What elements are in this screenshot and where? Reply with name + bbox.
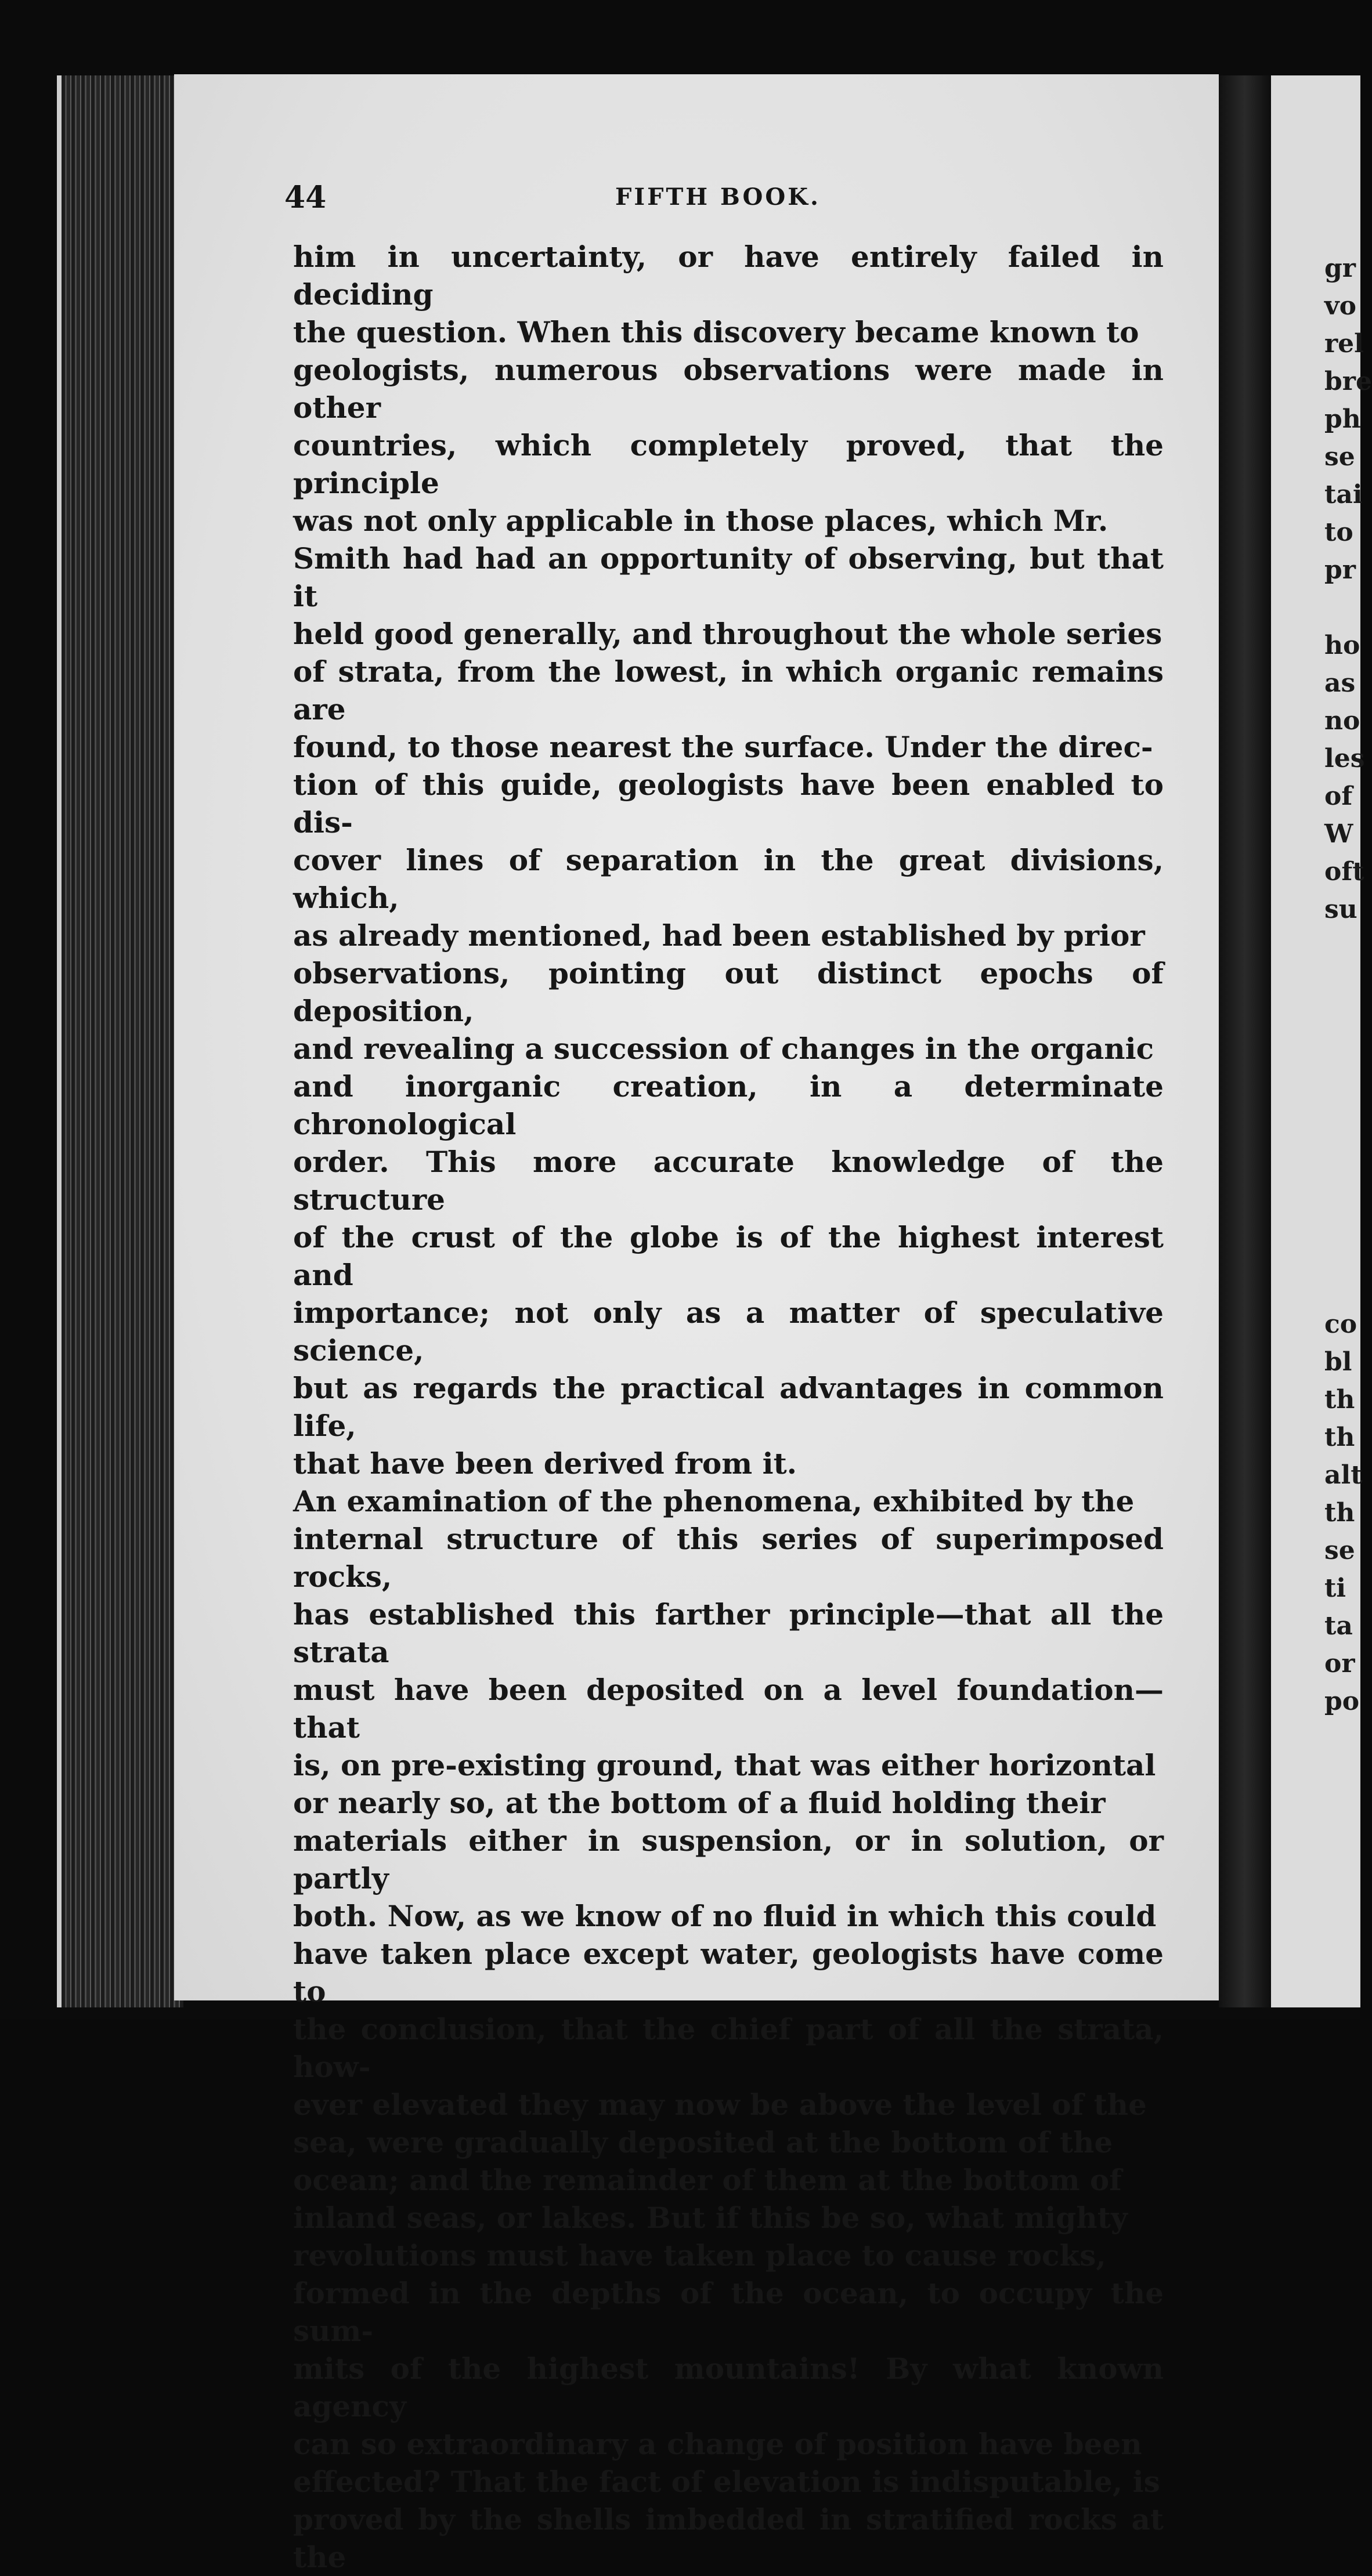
facing-line: W xyxy=(1324,819,1353,849)
book-title: FIFTH BOOK. xyxy=(615,183,821,211)
facing-line: se xyxy=(1324,1536,1355,1565)
facing-line: su xyxy=(1324,895,1357,924)
facing-line: no xyxy=(1324,706,1360,736)
facing-line: oft xyxy=(1324,857,1364,887)
facing-line: vo xyxy=(1324,291,1356,321)
facing-line: po xyxy=(1324,1687,1360,1716)
facing-line: to xyxy=(1324,518,1353,547)
facing-gap xyxy=(1324,1117,1360,1155)
facing-line: ta xyxy=(1324,1611,1353,1641)
facing-line: co xyxy=(1324,1309,1357,1339)
facing-gap xyxy=(1324,1192,1360,1230)
facing-line: bl xyxy=(1324,1347,1352,1377)
page-number: 44 xyxy=(284,180,327,215)
facing-line: th xyxy=(1324,1498,1355,1528)
facing-line: bre xyxy=(1324,367,1372,396)
facing-gap xyxy=(1324,1230,1360,1268)
facing-gap xyxy=(1324,1268,1360,1305)
facing-line: th xyxy=(1324,1385,1355,1414)
facing-line: alt xyxy=(1324,1460,1363,1490)
facing-line: tai xyxy=(1324,480,1363,509)
facing-gap xyxy=(1324,1079,1360,1117)
facing-gap xyxy=(1324,1041,1360,1079)
book-gutter xyxy=(1219,75,1271,2007)
facing-gap xyxy=(1324,589,1360,627)
facing-line: of xyxy=(1324,782,1353,811)
running-head xyxy=(284,180,1155,226)
facing-gap xyxy=(1324,966,1360,1004)
facing-line: ho xyxy=(1324,631,1360,660)
facing-line: pr xyxy=(1324,555,1356,585)
facing-line: se xyxy=(1324,442,1355,472)
facing-line: as xyxy=(1324,668,1356,698)
body-text xyxy=(293,238,1164,2576)
facing-gap xyxy=(1324,928,1360,966)
facing-line: or xyxy=(1324,1649,1355,1678)
paragraph: him in uncertainty, or have entirely failed in deciding the question. When this discovery became known to geologists, numerous observations were made in other countries, which completely proved, that the principle was not only applicable in those places, which Mr. Smith had had an opportunity of observing, but that it held good generally, and throughout the whole series of strata, from the lowest, in which organic remains are found, to those nearest the surface. Under the direc- tion of this guide, geologists have been enabled to dis- cover lines of separation in the great divisions, which, as already mentioned, had been established by prior observations, pointing out distinct epochs of deposition, and revealing a succession of changes in the organic and inorganic creation, in a determinate chronological order. This more accurate knowledge of the structure of the crust of the globe is of the highest interest and importance; not only as a matter of speculative science, but as regards the practical advantages in common life, that have been derived from it. xyxy=(293,240,1164,1481)
facing-line: rel xyxy=(1324,329,1364,359)
paragraph: An examination of the phenomena, exhibited by the internal structure of this series of superimposed rocks, has established this farther principle—that all the strata must have been deposited on a level foundation—that is, on pre-existing ground, that was either horizontal or nearly so, at the bottom of a fluid holding their materials either in suspension, or in solution, or partly both. Now, as we know of no fluid in which this could have taken place except water, geologists have come to the conclusion, that the chief part of all the strata, how- ever elevated they may now be above the level of the sea, were gradually deposited at the bottom of the ocean; and the remainder of them at the bottom of inland seas, or lakes. But if this be so, what mighty revolutions must have taken place to cause rocks, formed in the depths of the ocean, to occupy the sum- mits of the highest mountains! By what known agency can so extraordinary a change of position have been effected? That the fact of elevation is indisputable, is proved by the shells imbedded in stratified rocks at the xyxy=(293,1484,1164,2574)
facing-line: gr xyxy=(1324,254,1356,283)
facing-page-text xyxy=(1324,249,1372,1720)
facing-gap xyxy=(1324,1155,1360,1192)
facing-line: ph xyxy=(1324,404,1361,434)
facing-gap xyxy=(1324,1004,1360,1041)
facing-line: th xyxy=(1324,1423,1355,1452)
facing-line: les xyxy=(1324,744,1365,773)
page-edges-stack xyxy=(57,75,183,2007)
facing-line: ti xyxy=(1324,1573,1346,1603)
